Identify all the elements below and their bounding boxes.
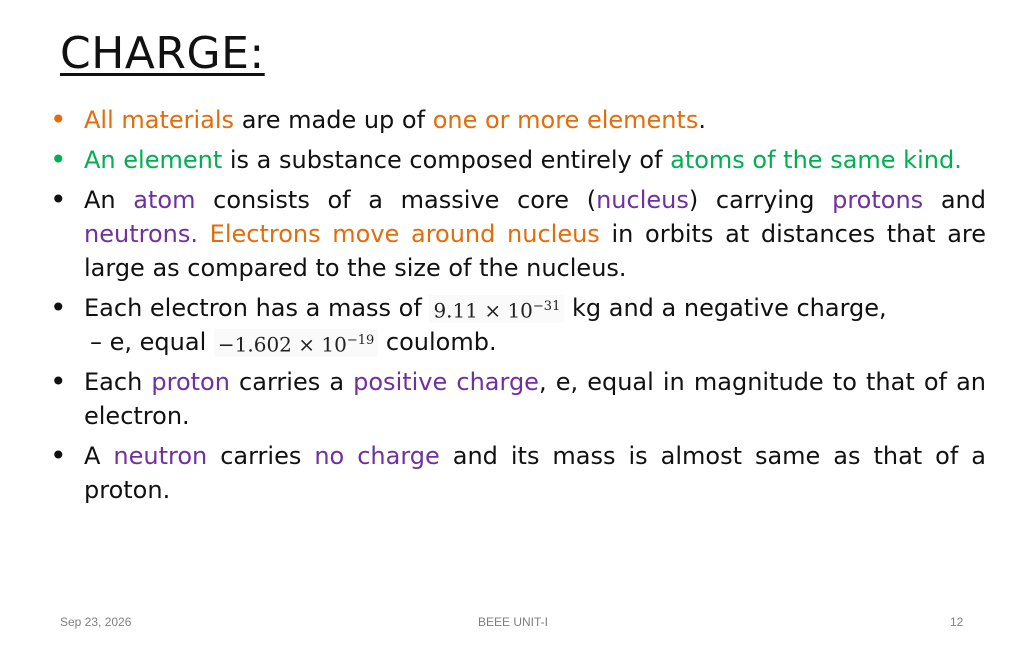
bullet-text [84,106,706,134]
electron-text-pre: Each electron has a mass of [84,294,430,322]
text-segment: proton [151,368,230,396]
text-segment: and its mass is almost same as that of a proton. [84,442,986,504]
text-segment: An element [84,146,223,174]
bullet-marker: • [50,439,67,472]
text-segment: carries [207,442,315,470]
text-segment [198,220,210,248]
text-segment: and [923,186,986,214]
mass-exponent: −31 [532,299,561,315]
electron-charge-formula [214,329,378,357]
footer-center: BEEE UNIT-I [478,615,549,629]
text-segment: in orbits at distances that are large as compared to the size of the nucleus. [84,220,987,282]
text-segment: , e, equal in magnitude to that of an electron. [84,368,987,430]
text-segment: atom [133,186,196,214]
text-segment: positive charge [353,368,539,396]
text-segment: atoms of the same kind. [670,146,962,174]
bullet-text [84,186,986,282]
bullet-marker: • [50,291,67,324]
bullet-item-proton [50,365,986,433]
text-segment: ) carrying [688,186,833,214]
text-segment: one or more elements [432,106,699,134]
charge-exponent: −19 [346,333,375,349]
electron-text-post: kg and a negative charge, [571,294,887,322]
text-segment: neutron [113,442,208,470]
bullet-item-element [50,143,986,177]
text-segment: An [84,186,134,214]
mass-mantissa: 9.11 × 10 [433,298,533,323]
text-segment: protons [832,186,924,214]
text-segment: neutrons. [84,220,198,248]
footer-date: Sep 23, 2026 [60,615,132,629]
text-segment: . [698,106,707,134]
bullet-list [50,103,986,513]
slide-title: CHARGE: [60,28,265,79]
bullet-item-neutron [50,439,986,507]
text-segment: A [84,442,114,470]
text-segment: Each [84,368,152,396]
bullet-text [84,442,986,504]
bullet-marker: • [50,103,67,136]
text-segment: nucleus [596,186,689,214]
text-segment: no charge [314,442,440,470]
bullet-item-materials [50,103,986,137]
charge-text-post: coulomb. [385,328,497,356]
bullet-item-electron [50,291,986,325]
bullet-item-atom [50,183,986,285]
text-segment: carries a [229,368,354,396]
text-segment: are made up of [234,106,433,134]
bullet-marker: • [50,183,67,216]
electron-charge-line [50,325,986,359]
bullet-marker: • [50,143,67,176]
charge-mantissa: −1.602 × 10 [217,332,347,357]
bullet-text [84,146,962,174]
charge-text-pre: – e, equal [90,328,214,356]
text-segment: consists of a massive core ( [195,186,597,214]
bullet-text [84,368,986,430]
text-segment: is a substance composed entirely of [222,146,671,174]
electron-mass-formula [429,295,564,323]
text-segment: Electrons move around nucleus [209,220,600,248]
text-segment: All materials [84,106,235,134]
footer-page-number: 12 [950,615,964,629]
bullet-marker: • [50,365,67,398]
